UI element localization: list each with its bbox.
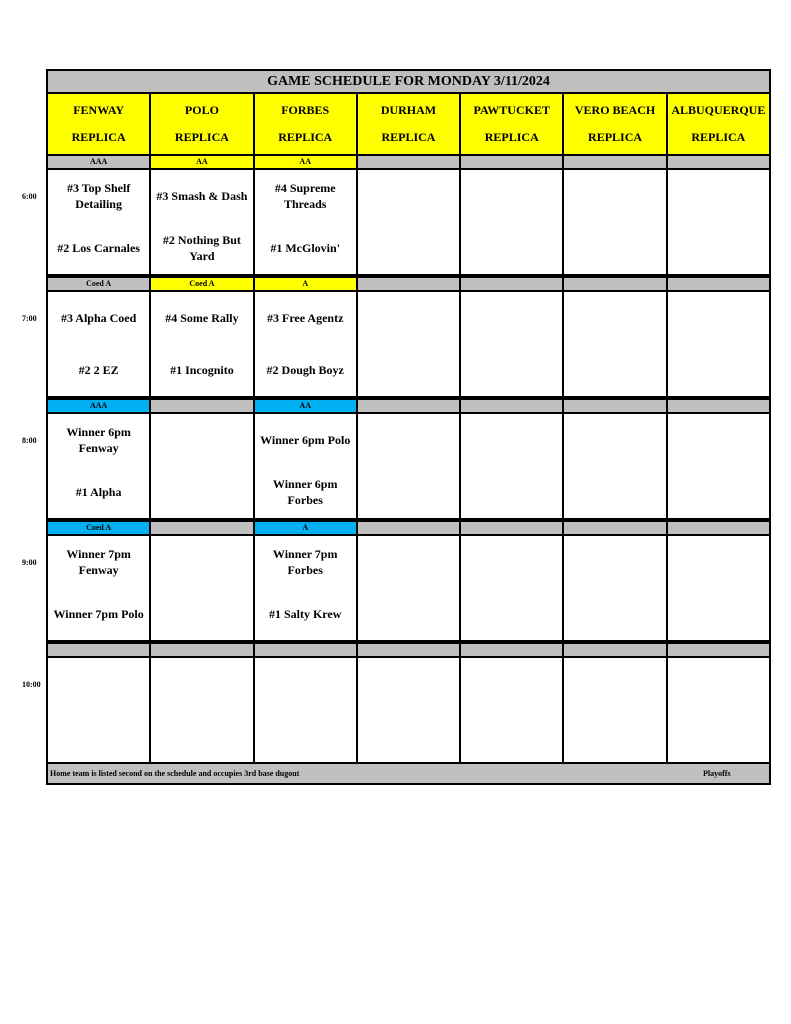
division-label [461, 644, 562, 656]
division-row [48, 278, 769, 290]
game-cell [564, 658, 665, 762]
footer-bar [48, 764, 769, 783]
home-team [564, 228, 665, 268]
field-header-5 [564, 94, 665, 154]
away-team [461, 420, 562, 460]
home-team [461, 716, 562, 756]
division-label [358, 156, 459, 168]
game-cell [564, 414, 665, 518]
home-team: Winner 7pm Polo [53, 607, 144, 621]
home-team [461, 594, 562, 634]
away-team [358, 664, 459, 704]
home-team [255, 716, 356, 756]
footer-playoffs: Playoffs [703, 769, 731, 778]
home-team [151, 594, 252, 634]
home-team [358, 716, 459, 756]
away-team [668, 542, 769, 582]
division-label [461, 522, 562, 534]
away-team [48, 664, 149, 704]
game-cell [668, 170, 769, 274]
game-cell [48, 170, 149, 274]
home-team [358, 228, 459, 268]
game-row [48, 292, 769, 396]
field-header-row [48, 94, 769, 154]
home-team [151, 716, 252, 756]
away-team: #3 Free Agentz [266, 311, 344, 325]
division-label: Coed A [151, 278, 252, 290]
home-team [358, 594, 459, 634]
division-label [461, 156, 562, 168]
away-team [461, 298, 562, 338]
division-label [358, 278, 459, 290]
game-cell [668, 292, 769, 396]
field-subtitle: REPLICA [691, 130, 746, 144]
home-team [668, 350, 769, 390]
schedule-title: GAME SCHEDULE FOR MONDAY 3/11/2024 [48, 71, 769, 92]
field-subtitle: REPLICA [71, 130, 126, 144]
home-team [564, 472, 665, 512]
home-team: #2 2 EZ [78, 363, 119, 377]
away-team: Winner 7pm Forbes [272, 547, 338, 577]
away-team [151, 542, 252, 582]
away-team [255, 664, 356, 704]
division-label [668, 278, 769, 290]
division-label [358, 522, 459, 534]
game-cell [255, 292, 356, 396]
away-team [461, 664, 562, 704]
time-label: 9:00 [22, 558, 37, 567]
field-subtitle: REPLICA [174, 130, 229, 144]
division-label [564, 156, 665, 168]
game-row [48, 658, 769, 762]
home-team: #2 Dough Boyz [266, 363, 344, 377]
home-team: Winner 6pm Forbes [272, 477, 338, 507]
home-team: #1 Incognito [170, 363, 234, 377]
field-header-0 [48, 94, 149, 154]
game-cell [255, 414, 356, 518]
game-cell [461, 536, 562, 640]
field-header-2 [255, 94, 356, 154]
home-team [151, 472, 252, 512]
away-team: Winner 6pm Fenway [66, 425, 131, 455]
time-label: 7:00 [22, 314, 37, 323]
division-label: Coed A [48, 522, 149, 534]
home-team: #1 Salty Krew [268, 607, 342, 621]
game-cell [358, 536, 459, 640]
game-cell [255, 536, 356, 640]
division-label [255, 644, 356, 656]
field-subtitle: REPLICA [278, 130, 333, 144]
division-label [151, 400, 252, 412]
home-team [358, 472, 459, 512]
schedule-table [46, 69, 771, 785]
division-label [668, 644, 769, 656]
division-label [461, 278, 562, 290]
game-cell [358, 658, 459, 762]
field-subtitle: REPLICA [381, 130, 436, 144]
home-team [668, 472, 769, 512]
game-cell [48, 658, 149, 762]
away-team [564, 298, 665, 338]
footer-note: Home team is listed second on the schedule and occupies 3rd base dugout [50, 769, 300, 778]
away-team: #4 Some Rally [165, 311, 239, 325]
time-label: 8:00 [22, 436, 37, 445]
field-name: VERO BEACH [574, 103, 656, 117]
game-cell [48, 414, 149, 518]
away-team [668, 420, 769, 460]
time-label: 10:00 [22, 680, 41, 689]
game-cell [358, 170, 459, 274]
division-label: A [255, 522, 356, 534]
field-subtitle: REPLICA [588, 130, 643, 144]
game-cell [461, 414, 562, 518]
home-team [461, 350, 562, 390]
game-row [48, 536, 769, 640]
division-label [668, 400, 769, 412]
away-team [151, 664, 252, 704]
game-cell [461, 658, 562, 762]
game-cell [151, 170, 252, 274]
division-label [564, 522, 665, 534]
field-name: DURHAM [380, 103, 437, 117]
field-name: ALBUQUERQUE [671, 103, 766, 117]
away-team [668, 298, 769, 338]
division-label [48, 644, 149, 656]
away-team: #4 Supreme Threads [274, 181, 336, 211]
division-label: AA [255, 400, 356, 412]
home-team: #1 Alpha [75, 485, 122, 499]
division-label [668, 522, 769, 534]
home-team: #2 Los Carnales [57, 241, 140, 255]
away-team [151, 420, 252, 460]
game-cell [668, 414, 769, 518]
home-team [358, 350, 459, 390]
game-row [48, 414, 769, 518]
time-label: 6:00 [22, 192, 37, 201]
game-cell [255, 658, 356, 762]
field-header-3 [358, 94, 459, 154]
division-label: A [255, 278, 356, 290]
away-team [564, 420, 665, 460]
division-row [48, 644, 769, 656]
away-team [358, 542, 459, 582]
game-cell [151, 658, 252, 762]
home-team [564, 716, 665, 756]
away-team [668, 176, 769, 216]
home-team [668, 228, 769, 268]
away-team: Winner 6pm Polo [260, 433, 351, 447]
away-team: #3 Alpha Coed [60, 311, 137, 325]
home-team [564, 350, 665, 390]
division-row [48, 400, 769, 412]
away-team: #3 Top Shelf Detailing [66, 181, 131, 211]
division-label [358, 400, 459, 412]
away-team: Winner 7pm Fenway [66, 547, 131, 577]
away-team [564, 664, 665, 704]
game-row [48, 170, 769, 274]
division-label [151, 522, 252, 534]
away-team [564, 542, 665, 582]
field-name: FENWAY [73, 103, 125, 117]
division-label: AA [151, 156, 252, 168]
division-label [564, 400, 665, 412]
home-team: #2 Nothing But Yard [162, 233, 241, 263]
game-cell [564, 170, 665, 274]
field-header-4 [461, 94, 562, 154]
field-name: PAWTUCKET [473, 103, 550, 117]
game-cell [461, 170, 562, 274]
division-label [668, 156, 769, 168]
field-name: FORBES [281, 103, 330, 117]
division-label [564, 644, 665, 656]
game-cell [151, 536, 252, 640]
game-cell [48, 536, 149, 640]
game-cell [151, 292, 252, 396]
game-cell [358, 292, 459, 396]
away-team [668, 664, 769, 704]
division-row [48, 522, 769, 534]
division-label: AAA [48, 156, 149, 168]
home-team [668, 716, 769, 756]
division-label: AAA [48, 400, 149, 412]
division-label [358, 644, 459, 656]
division-label [564, 278, 665, 290]
field-header-1 [151, 94, 252, 154]
division-label [151, 644, 252, 656]
game-cell [564, 536, 665, 640]
away-team: #3 Smash & Dash [156, 189, 248, 203]
field-header-6 [668, 94, 769, 154]
away-team [358, 176, 459, 216]
division-row [48, 156, 769, 168]
home-team [668, 594, 769, 634]
home-team: #1 McGlovin' [270, 241, 341, 255]
away-team [461, 176, 562, 216]
division-label: Coed A [48, 278, 149, 290]
home-team [48, 716, 149, 756]
away-team [358, 420, 459, 460]
game-cell [48, 292, 149, 396]
game-cell [151, 414, 252, 518]
away-team [358, 298, 459, 338]
home-team [564, 594, 665, 634]
game-cell [255, 170, 356, 274]
game-cell [564, 292, 665, 396]
home-team [461, 472, 562, 512]
game-cell [668, 658, 769, 762]
game-cell [668, 536, 769, 640]
field-subtitle: REPLICA [484, 130, 539, 144]
away-team [461, 542, 562, 582]
division-label: AA [255, 156, 356, 168]
home-team [461, 228, 562, 268]
game-cell [461, 292, 562, 396]
division-label [461, 400, 562, 412]
field-name: POLO [184, 103, 219, 117]
game-cell [358, 414, 459, 518]
away-team [564, 176, 665, 216]
